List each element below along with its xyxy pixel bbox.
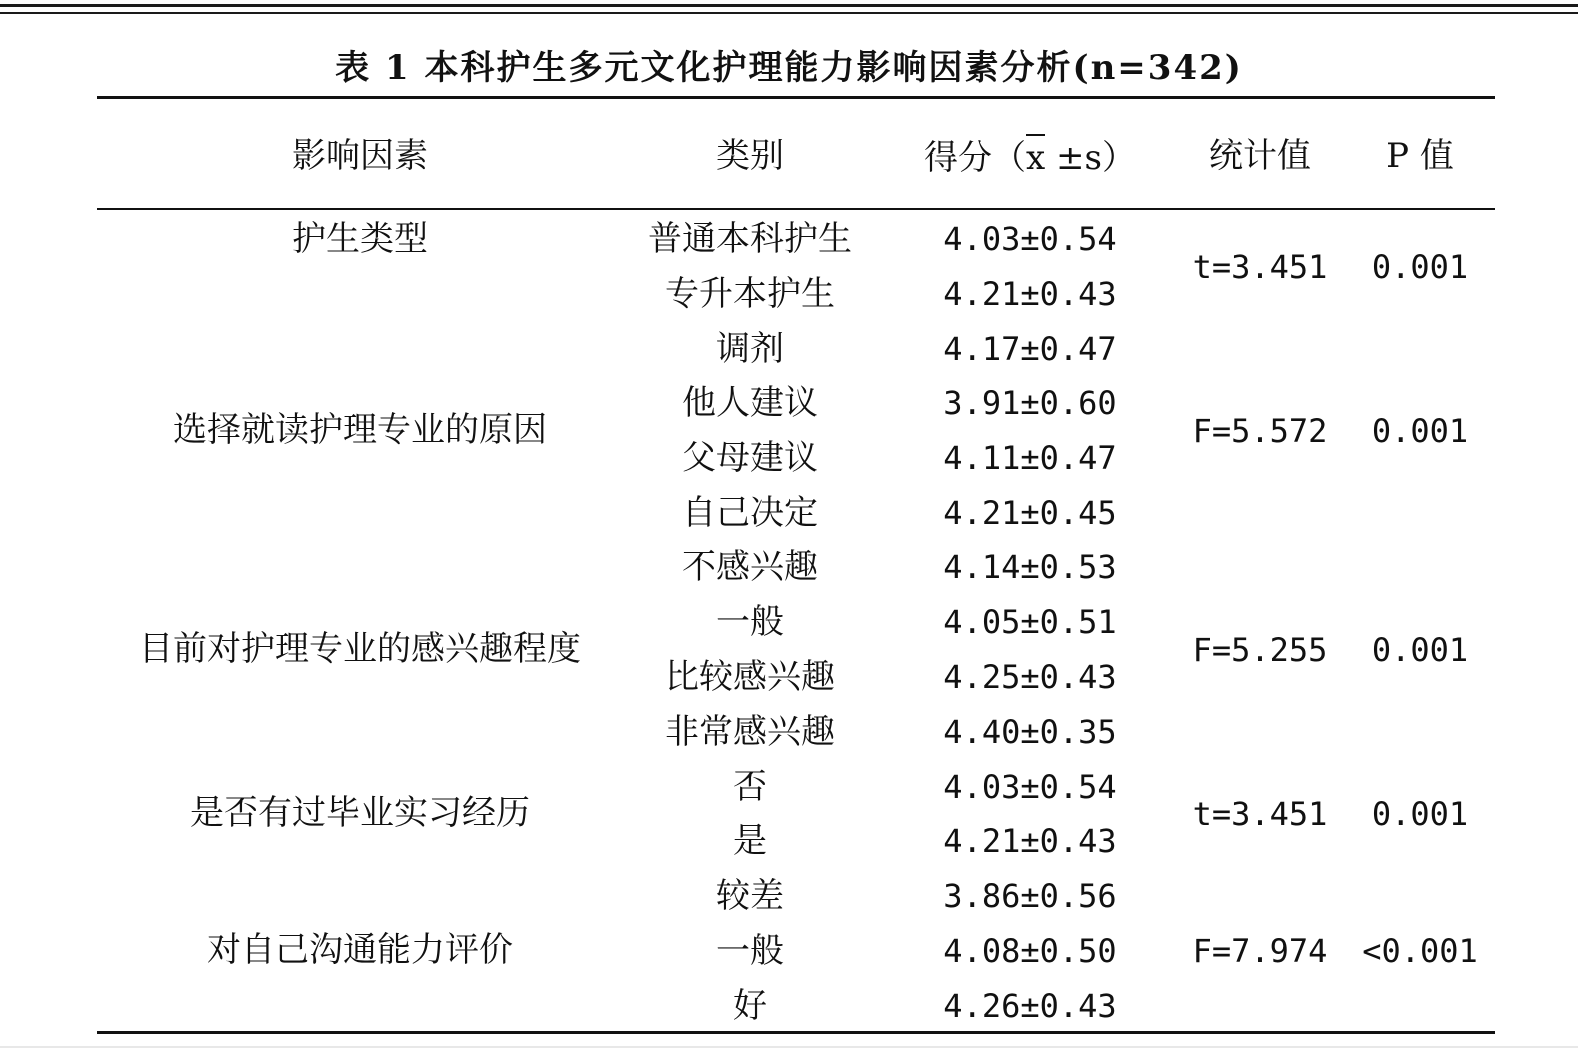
stat-cell: F=5.255 [1192, 631, 1328, 669]
category-cell: 非常感兴趣 [665, 712, 835, 752]
score-cell: 4.21±0.43 [943, 275, 1117, 313]
table-caption: 表 1 本科护生多元文化护理能力影响因素分析(n=342) [335, 48, 1243, 88]
table-top-rule [97, 96, 1495, 99]
category-cell: 调剂 [716, 329, 784, 369]
score-cell: 4.03±0.54 [943, 220, 1117, 258]
header-category: 类别 [716, 136, 784, 176]
category-cell: 好 [733, 986, 767, 1026]
category-cell: 一般 [716, 931, 784, 971]
factor-cell: 目前对护理专业的感兴趣程度 [139, 629, 581, 669]
header-score [880, 138, 1180, 178]
score-cell: 4.17±0.47 [943, 330, 1117, 368]
score-cell: 4.26±0.43 [943, 987, 1117, 1025]
category-cell: 父母建议 [682, 438, 818, 478]
header-score-prefix: 得分（ [924, 138, 1027, 178]
p-value-cell: 0.001 [1371, 795, 1469, 833]
p-value-cell: 0.001 [1371, 248, 1469, 286]
p-value-cell: 0.001 [1371, 631, 1469, 669]
header-p: P 值 [1386, 136, 1454, 176]
category-cell: 自己决定 [682, 493, 818, 533]
stat-cell: F=5.572 [1192, 412, 1328, 450]
top-border-thin [0, 12, 1578, 14]
score-cell: 4.05±0.51 [943, 603, 1117, 641]
score-cell: 4.14±0.53 [943, 548, 1117, 586]
score-cell: 4.21±0.45 [943, 494, 1117, 532]
header-factor: 影响因素 [292, 136, 428, 176]
score-cell: 3.91±0.60 [943, 384, 1117, 422]
score-cell: 4.11±0.47 [943, 439, 1117, 477]
category-cell: 专升本护生 [665, 274, 835, 314]
category-cell: 他人建议 [682, 383, 818, 423]
category-cell: 一般 [716, 602, 784, 642]
category-cell: 比较感兴趣 [665, 657, 835, 697]
factor-cell: 选择就读护理专业的原因 [173, 410, 547, 450]
top-border-thick [0, 4, 1578, 7]
category-cell: 是 [733, 821, 767, 861]
score-cell: 4.21±0.43 [943, 822, 1117, 860]
factor-cell: 护生类型 [292, 219, 428, 259]
category-cell: 较差 [716, 876, 784, 916]
page-bottom-divider [0, 1046, 1578, 1048]
score-cell: 3.86±0.56 [943, 877, 1117, 915]
p-value-cell: <0.001 [1362, 932, 1478, 970]
stat-cell: t=3.451 [1192, 795, 1328, 833]
score-cell: 4.03±0.54 [943, 768, 1117, 806]
score-cell: 4.08±0.50 [943, 932, 1117, 970]
factor-cell: 对自己沟通能力评价 [207, 930, 513, 970]
table-bottom-rule [97, 1031, 1495, 1034]
score-cell: 4.25±0.43 [943, 658, 1117, 696]
factor-cell: 是否有过毕业实习经历 [190, 793, 530, 833]
category-cell: 否 [733, 767, 767, 807]
category-cell: 不感兴趣 [682, 547, 818, 587]
p-value-cell: 0.001 [1371, 412, 1469, 450]
header-score-suffix: ±s） [1045, 138, 1136, 178]
score-cell: 4.40±0.35 [943, 713, 1117, 751]
category-cell: 普通本科护生 [648, 219, 852, 259]
table-header-rule [97, 208, 1495, 210]
header-score-mean-symbol: x [1026, 138, 1046, 178]
stat-cell: F=7.974 [1192, 932, 1328, 970]
stat-cell: t=3.451 [1192, 248, 1328, 286]
header-stat: 统计值 [1209, 136, 1311, 176]
